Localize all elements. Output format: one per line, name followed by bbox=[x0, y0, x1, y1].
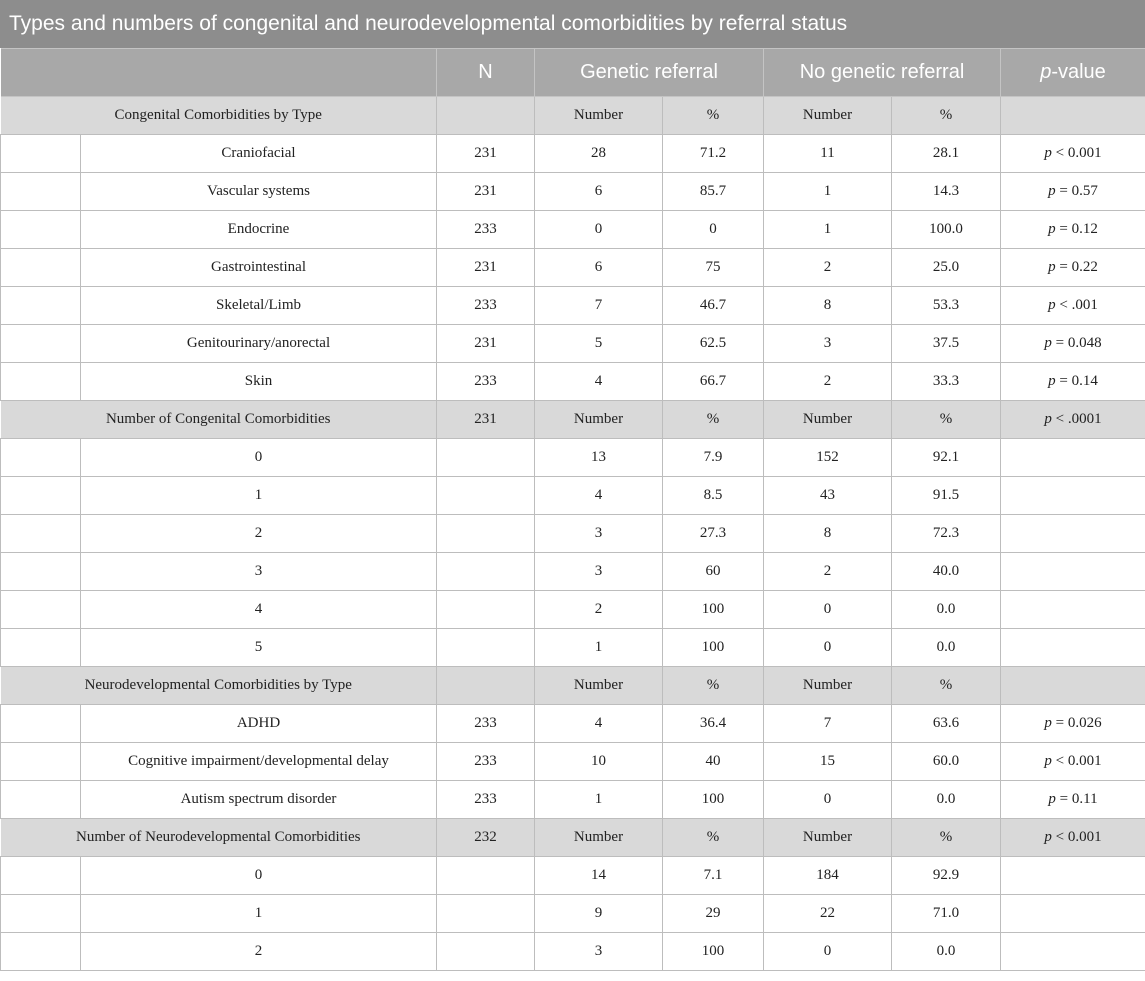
n-cell bbox=[437, 933, 535, 971]
indent-cell bbox=[1, 553, 81, 591]
row-label: 0 bbox=[81, 439, 437, 477]
p-symbol: p bbox=[1048, 183, 1056, 199]
gr-percent-cell: 40 bbox=[663, 743, 764, 781]
row-label: ADHD bbox=[81, 705, 437, 743]
gr-number-cell: 3 bbox=[535, 933, 663, 971]
gr-number-cell: 7 bbox=[535, 287, 663, 325]
n-cell: 233 bbox=[437, 287, 535, 325]
section-ngr-number-header: Number bbox=[764, 401, 892, 439]
p-value-cell bbox=[1001, 705, 1145, 743]
p-value-cell bbox=[1001, 401, 1145, 439]
row-label: 0 bbox=[81, 857, 437, 895]
ngr-percent-cell: 14.3 bbox=[892, 173, 1001, 211]
p-value-cell bbox=[1001, 781, 1145, 819]
section-gr-number-header: Number bbox=[535, 401, 663, 439]
header-no-genetic-referral: No genetic referral bbox=[764, 49, 1001, 97]
gr-number-cell: 28 bbox=[535, 135, 663, 173]
ngr-number-cell: 43 bbox=[764, 477, 892, 515]
p-symbol: p bbox=[1044, 411, 1052, 427]
gr-percent-cell: 100 bbox=[663, 781, 764, 819]
ngr-number-cell: 7 bbox=[764, 705, 892, 743]
p-symbol: p bbox=[1044, 715, 1052, 731]
gr-number-cell: 6 bbox=[535, 249, 663, 287]
ngr-percent-cell: 63.6 bbox=[892, 705, 1001, 743]
n-cell: 233 bbox=[437, 705, 535, 743]
ngr-number-cell: 1 bbox=[764, 173, 892, 211]
section-n bbox=[437, 97, 535, 135]
gr-number-cell: 0 bbox=[535, 211, 663, 249]
p-value-cell bbox=[1001, 477, 1145, 515]
row-label: 3 bbox=[81, 553, 437, 591]
section-header-row bbox=[1, 401, 1145, 439]
row-label: 1 bbox=[81, 477, 437, 515]
indent-cell bbox=[1, 591, 81, 629]
header-genetic-referral: Genetic referral bbox=[535, 49, 764, 97]
table-row bbox=[1, 363, 1145, 401]
indent-cell bbox=[1, 515, 81, 553]
row-label: Skin bbox=[81, 363, 437, 401]
gr-percent-cell: 66.7 bbox=[663, 363, 764, 401]
gr-percent-cell: 8.5 bbox=[663, 477, 764, 515]
p-value-cell bbox=[1001, 819, 1145, 857]
gr-percent-cell: 27.3 bbox=[663, 515, 764, 553]
ngr-percent-cell: 0.0 bbox=[892, 933, 1001, 971]
row-label: Genitourinary/anorectal bbox=[81, 325, 437, 363]
section-gr-percent-header: % bbox=[663, 667, 764, 705]
ngr-percent-cell: 33.3 bbox=[892, 363, 1001, 401]
table-row bbox=[1, 781, 1145, 819]
p-value-cell bbox=[1001, 667, 1145, 705]
row-label: Gastrointestinal bbox=[81, 249, 437, 287]
p-symbol: p bbox=[1044, 753, 1052, 769]
table-row bbox=[1, 895, 1145, 933]
n-cell bbox=[437, 591, 535, 629]
indent-cell bbox=[1, 287, 81, 325]
row-label: 2 bbox=[81, 515, 437, 553]
p-value-cell bbox=[1001, 173, 1145, 211]
gr-number-cell: 3 bbox=[535, 553, 663, 591]
section-label: Number of Neurodevelopmental Comorbidities bbox=[1, 819, 437, 857]
gr-number-cell: 14 bbox=[535, 857, 663, 895]
p-symbol: p bbox=[1044, 829, 1052, 845]
p-value-text: = 0.11 bbox=[1055, 791, 1098, 807]
gr-number-cell: 3 bbox=[535, 515, 663, 553]
ngr-percent-cell: 28.1 bbox=[892, 135, 1001, 173]
section-gr-percent-header: % bbox=[663, 819, 764, 857]
p-symbol: p bbox=[1048, 791, 1056, 807]
ngr-number-cell: 1 bbox=[764, 211, 892, 249]
ngr-number-cell: 2 bbox=[764, 363, 892, 401]
ngr-number-cell: 3 bbox=[764, 325, 892, 363]
indent-cell bbox=[1, 781, 81, 819]
p-value-cell bbox=[1001, 97, 1145, 135]
ngr-number-cell: 184 bbox=[764, 857, 892, 895]
section-ngr-percent-header: % bbox=[892, 97, 1001, 135]
n-cell bbox=[437, 477, 535, 515]
n-cell: 233 bbox=[437, 211, 535, 249]
gr-percent-cell: 46.7 bbox=[663, 287, 764, 325]
indent-cell bbox=[1, 743, 81, 781]
p-symbol: p bbox=[1048, 221, 1056, 237]
section-label: Neurodevelopmental Comorbidities by Type bbox=[1, 667, 437, 705]
section-ngr-percent-header: % bbox=[892, 819, 1001, 857]
section-header-row bbox=[1, 819, 1145, 857]
n-cell bbox=[437, 857, 535, 895]
row-label: Endocrine bbox=[81, 211, 437, 249]
n-cell bbox=[437, 515, 535, 553]
section-gr-number-header: Number bbox=[535, 97, 663, 135]
p-value-cell bbox=[1001, 363, 1145, 401]
indent-cell bbox=[1, 895, 81, 933]
section-label: Number of Congenital Comorbidities bbox=[1, 401, 437, 439]
p-value-text: = 0.048 bbox=[1051, 335, 1102, 351]
p-symbol: p bbox=[1048, 373, 1056, 389]
gr-percent-cell: 75 bbox=[663, 249, 764, 287]
ngr-percent-cell: 40.0 bbox=[892, 553, 1001, 591]
section-n bbox=[437, 667, 535, 705]
section-gr-number-header: Number bbox=[535, 667, 663, 705]
p-value-cell bbox=[1001, 591, 1145, 629]
gr-percent-cell: 62.5 bbox=[663, 325, 764, 363]
gr-percent-cell: 7.1 bbox=[663, 857, 764, 895]
p-symbol: p bbox=[1048, 259, 1056, 275]
ngr-percent-cell: 71.0 bbox=[892, 895, 1001, 933]
table-row bbox=[1, 325, 1145, 363]
n-cell: 231 bbox=[437, 249, 535, 287]
indent-cell bbox=[1, 705, 81, 743]
n-cell: 233 bbox=[437, 781, 535, 819]
gr-number-cell: 2 bbox=[535, 591, 663, 629]
section-ngr-percent-header: % bbox=[892, 401, 1001, 439]
section-gr-percent-header: % bbox=[663, 97, 764, 135]
indent-cell bbox=[1, 325, 81, 363]
gr-number-cell: 13 bbox=[535, 439, 663, 477]
p-value-cell bbox=[1001, 325, 1145, 363]
n-cell: 233 bbox=[437, 743, 535, 781]
p-symbol: p bbox=[1044, 335, 1052, 351]
p-value-cell bbox=[1001, 135, 1145, 173]
section-header-row bbox=[1, 667, 1145, 705]
section-label: Congenital Comorbidities by Type bbox=[1, 97, 437, 135]
row-label: 5 bbox=[81, 629, 437, 667]
column-header-row bbox=[1, 49, 1145, 97]
ngr-number-cell: 11 bbox=[764, 135, 892, 173]
p-symbol: p bbox=[1048, 297, 1056, 313]
p-value-cell bbox=[1001, 211, 1145, 249]
gr-number-cell: 1 bbox=[535, 629, 663, 667]
row-label: Autism spectrum disorder bbox=[81, 781, 437, 819]
ngr-percent-cell: 37.5 bbox=[892, 325, 1001, 363]
ngr-number-cell: 2 bbox=[764, 553, 892, 591]
ngr-percent-cell: 92.1 bbox=[892, 439, 1001, 477]
table-row bbox=[1, 287, 1145, 325]
header-p-value bbox=[1001, 49, 1145, 97]
p-value-cell bbox=[1001, 553, 1145, 591]
section-n: 231 bbox=[437, 401, 535, 439]
gr-percent-cell: 85.7 bbox=[663, 173, 764, 211]
gr-percent-cell: 7.9 bbox=[663, 439, 764, 477]
section-header-row bbox=[1, 97, 1145, 135]
ngr-number-cell: 8 bbox=[764, 515, 892, 553]
ngr-percent-cell: 0.0 bbox=[892, 781, 1001, 819]
n-cell bbox=[437, 439, 535, 477]
indent-cell bbox=[1, 857, 81, 895]
gr-percent-cell: 100 bbox=[663, 629, 764, 667]
indent-cell bbox=[1, 135, 81, 173]
table-row bbox=[1, 439, 1145, 477]
ngr-number-cell: 22 bbox=[764, 895, 892, 933]
p-value-cell bbox=[1001, 629, 1145, 667]
ngr-number-cell: 0 bbox=[764, 933, 892, 971]
p-value-text: < 0.001 bbox=[1051, 145, 1102, 161]
n-cell: 231 bbox=[437, 325, 535, 363]
p-value-text: = 0.57 bbox=[1055, 183, 1098, 199]
gr-number-cell: 4 bbox=[535, 477, 663, 515]
ngr-percent-cell: 91.5 bbox=[892, 477, 1001, 515]
table-title: Types and numbers of congenital and neurodevelopmental comorbidities by referral status bbox=[0, 0, 1145, 48]
table-row bbox=[1, 135, 1145, 173]
table-row bbox=[1, 477, 1145, 515]
gr-number-cell: 10 bbox=[535, 743, 663, 781]
gr-percent-cell: 29 bbox=[663, 895, 764, 933]
p-value-text: = 0.12 bbox=[1055, 221, 1098, 237]
p-value-cell bbox=[1001, 515, 1145, 553]
p-value-text: < 0.001 bbox=[1051, 753, 1102, 769]
n-cell bbox=[437, 553, 535, 591]
row-label: Cognitive impairment/developmental delay bbox=[81, 743, 437, 781]
table-row bbox=[1, 515, 1145, 553]
indent-cell bbox=[1, 363, 81, 401]
gr-number-cell: 5 bbox=[535, 325, 663, 363]
p-value-text: < 0.001 bbox=[1051, 829, 1102, 845]
header-blank-cell bbox=[1, 49, 437, 97]
p-value-cell bbox=[1001, 857, 1145, 895]
table-row bbox=[1, 249, 1145, 287]
indent-cell bbox=[1, 477, 81, 515]
ngr-percent-cell: 0.0 bbox=[892, 591, 1001, 629]
indent-cell bbox=[1, 439, 81, 477]
p-symbol: p bbox=[1044, 145, 1052, 161]
table-row bbox=[1, 591, 1145, 629]
gr-number-cell: 4 bbox=[535, 705, 663, 743]
p-value-cell bbox=[1001, 439, 1145, 477]
gr-percent-cell: 0 bbox=[663, 211, 764, 249]
section-ngr-number-header: Number bbox=[764, 667, 892, 705]
ngr-number-cell: 8 bbox=[764, 287, 892, 325]
header-p-suffix: -value bbox=[1051, 61, 1106, 83]
gr-percent-cell: 100 bbox=[663, 591, 764, 629]
n-cell: 233 bbox=[437, 363, 535, 401]
indent-cell bbox=[1, 933, 81, 971]
gr-percent-cell: 60 bbox=[663, 553, 764, 591]
ngr-number-cell: 2 bbox=[764, 249, 892, 287]
table-row bbox=[1, 629, 1145, 667]
section-gr-number-header: Number bbox=[535, 819, 663, 857]
gr-percent-cell: 36.4 bbox=[663, 705, 764, 743]
gr-number-cell: 6 bbox=[535, 173, 663, 211]
p-value-cell bbox=[1001, 287, 1145, 325]
table-row bbox=[1, 553, 1145, 591]
ngr-number-cell: 0 bbox=[764, 591, 892, 629]
section-ngr-percent-header: % bbox=[892, 667, 1001, 705]
section-gr-percent-header: % bbox=[663, 401, 764, 439]
n-cell: 231 bbox=[437, 135, 535, 173]
ngr-number-cell: 15 bbox=[764, 743, 892, 781]
row-label: Craniofacial bbox=[81, 135, 437, 173]
indent-cell bbox=[1, 211, 81, 249]
p-value-cell bbox=[1001, 743, 1145, 781]
ngr-percent-cell: 72.3 bbox=[892, 515, 1001, 553]
table-row bbox=[1, 211, 1145, 249]
ngr-percent-cell: 100.0 bbox=[892, 211, 1001, 249]
gr-percent-cell: 71.2 bbox=[663, 135, 764, 173]
table-row bbox=[1, 933, 1145, 971]
header-p-symbol: p bbox=[1040, 61, 1052, 83]
ngr-percent-cell: 60.0 bbox=[892, 743, 1001, 781]
section-ngr-number-header: Number bbox=[764, 819, 892, 857]
table-row bbox=[1, 705, 1145, 743]
gr-number-cell: 4 bbox=[535, 363, 663, 401]
table-row bbox=[1, 173, 1145, 211]
gr-number-cell: 1 bbox=[535, 781, 663, 819]
ngr-percent-cell: 53.3 bbox=[892, 287, 1001, 325]
n-cell bbox=[437, 895, 535, 933]
gr-percent-cell: 100 bbox=[663, 933, 764, 971]
p-value-text: < .001 bbox=[1055, 297, 1098, 313]
row-label: Vascular systems bbox=[81, 173, 437, 211]
table-row bbox=[1, 743, 1145, 781]
row-label: Skeletal/Limb bbox=[81, 287, 437, 325]
section-ngr-number-header: Number bbox=[764, 97, 892, 135]
ngr-percent-cell: 25.0 bbox=[892, 249, 1001, 287]
n-cell bbox=[437, 629, 535, 667]
p-value-text: = 0.026 bbox=[1051, 715, 1102, 731]
header-n: N bbox=[437, 49, 535, 97]
section-n: 232 bbox=[437, 819, 535, 857]
p-value-text: < .0001 bbox=[1051, 411, 1102, 427]
p-value-cell bbox=[1001, 895, 1145, 933]
ngr-percent-cell: 92.9 bbox=[892, 857, 1001, 895]
p-value-text: = 0.14 bbox=[1055, 373, 1098, 389]
row-label: 4 bbox=[81, 591, 437, 629]
p-value-text: = 0.22 bbox=[1055, 259, 1098, 275]
n-cell: 231 bbox=[437, 173, 535, 211]
indent-cell bbox=[1, 629, 81, 667]
indent-cell bbox=[1, 249, 81, 287]
ngr-percent-cell: 0.0 bbox=[892, 629, 1001, 667]
indent-cell bbox=[1, 173, 81, 211]
comorbidities-table bbox=[0, 48, 1145, 971]
row-label: 2 bbox=[81, 933, 437, 971]
table-row bbox=[1, 857, 1145, 895]
ngr-number-cell: 0 bbox=[764, 629, 892, 667]
gr-number-cell: 9 bbox=[535, 895, 663, 933]
row-label: 1 bbox=[81, 895, 437, 933]
p-value-cell bbox=[1001, 933, 1145, 971]
ngr-number-cell: 0 bbox=[764, 781, 892, 819]
p-value-cell bbox=[1001, 249, 1145, 287]
ngr-number-cell: 152 bbox=[764, 439, 892, 477]
